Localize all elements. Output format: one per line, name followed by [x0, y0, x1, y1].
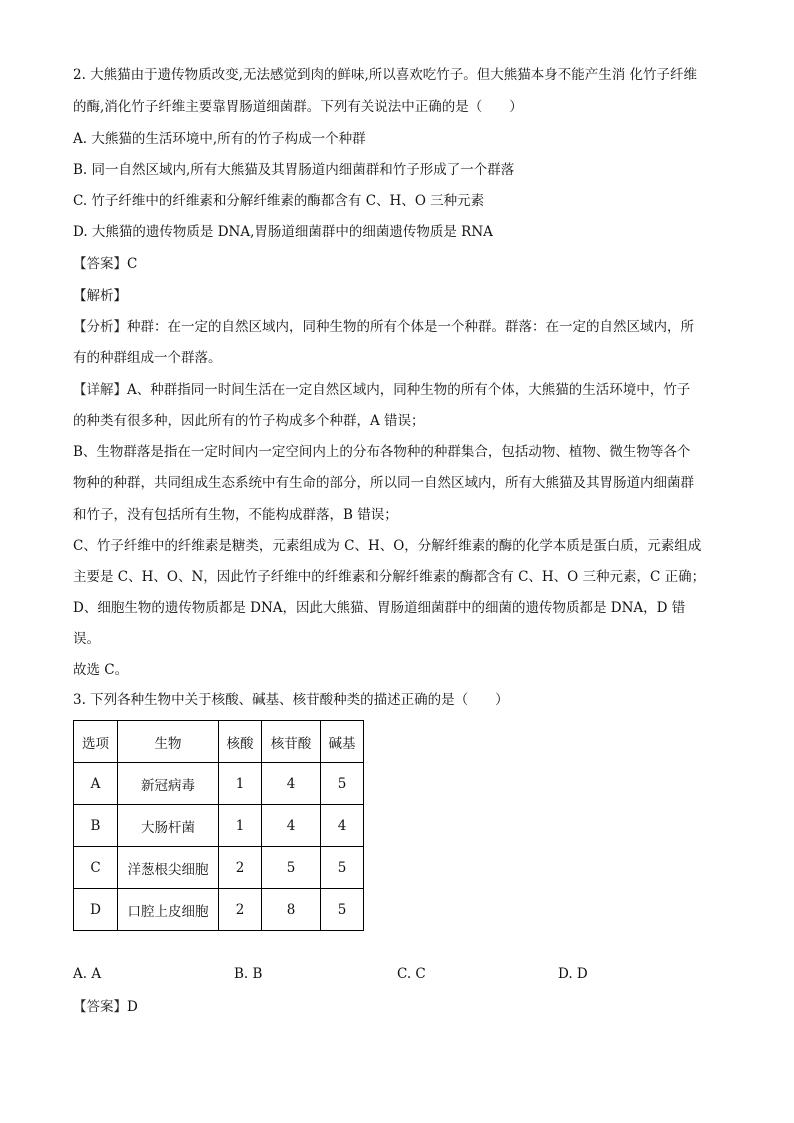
q2-stem-line-1: 2. 大熊猫由于遗传物质改变,无法感觉到肉的鲜味,所以喜欢吃竹子。但大熊猫本身不能产生消 化竹子纤维 [73, 67, 698, 83]
q2-xiangjie-line-4: 物种的种群，共同组成生态系统中有生命的部分，所以同一自然区域内，所有大熊猫及其胃肠道内细菌群 [73, 475, 694, 491]
q2-fenxi-line-2: 有的种群组成一个群落。 [73, 350, 222, 366]
header-cell-base: 碱基 [321, 721, 364, 763]
q3-table [73, 720, 364, 931]
q2-xiangjie-line-2: 的种类有很多种，因此所有的竹子构成多个种群，A 错误； [73, 413, 425, 429]
fenxi-tag: 【分析】 [73, 319, 127, 335]
xiangjie-text: A、种群指同一时间生活在一定自然区域内，同种生物的所有个体，大熊猫的生活环境中，竹子 [127, 382, 691, 398]
q2-option-a: A. 大熊猫的生活环境中,所有的竹子构成一个种群 [73, 131, 366, 147]
q2-xiangjie-line-8: D、细胞生物的遗传物质都是 DNA，因此大熊猫、胃肠道细菌群中的细菌的遗传物质都是 DNA，D 错 [73, 600, 686, 616]
q3-options [0, 966, 794, 986]
q3-option-a: A. A [73, 966, 102, 982]
table-header-row [74, 721, 364, 763]
q2-xiangjie-line-5: 和竹子，没有包括所有生物，不能构成群落，B 错误； [73, 507, 398, 523]
header-cell-nucleotide: 核苷酸 [262, 721, 321, 763]
q2-analysis-tag: 【解析】 [73, 288, 127, 304]
table-cell: 8 [262, 889, 321, 931]
fenxi-text: 种群：在一定的自然区域内，同种生物的所有个体是一个种群。群落：在一定的自然区域内，所 [127, 319, 694, 335]
q2-xiangjie-line-1 [73, 380, 690, 400]
table-cell: 1 [219, 763, 262, 805]
table-cell: 4 [321, 805, 364, 847]
table-cell: 口腔上皮细胞 [118, 889, 219, 931]
table-cell: 新冠病毒 [118, 763, 219, 805]
q2-fenxi-line-1 [73, 317, 694, 337]
table-cell: 5 [321, 847, 364, 889]
table-cell: 2 [219, 889, 262, 931]
table-row [74, 763, 364, 805]
answer-value: D [127, 999, 138, 1015]
answer-tag: 【答案】 [73, 256, 127, 272]
q2-xiangjie-line-3: B、生物群落是指在一定时间内一定空间内上的分布各物种的种群集合，包括动物、植物、微生物等各个 [73, 444, 691, 460]
table-row [74, 847, 364, 889]
q3-option-b: B. B [234, 966, 263, 982]
header-cell-option: 选项 [74, 721, 118, 763]
table-cell: 1 [219, 805, 262, 847]
table-cell: 洋葱根尖细胞 [118, 847, 219, 889]
table-cell: A [74, 763, 118, 805]
q2-xiangjie-line-9: 误。 [73, 631, 100, 647]
xiangjie-tag: 【详解】 [73, 382, 127, 398]
q3-option-c: C. C [397, 966, 426, 982]
table-cell: 大肠杆菌 [118, 805, 219, 847]
q3-answer [73, 997, 138, 1017]
q2-xiangjie-line-6: C、竹子纤维中的纤维素是糖类，元素组成为 C、H、O，分解纤维素的酶的化学本质是蛋白质，元素组成 [73, 538, 702, 554]
header-cell-nucleic-acid: 核酸 [219, 721, 262, 763]
table-cell: 4 [262, 805, 321, 847]
q2-option-b: B. 同一自然区域内,所有大熊猫及其胃肠道内细菌群和竹子形成了一个群落 [73, 162, 515, 178]
table-cell: 2 [219, 847, 262, 889]
q2-option-c: C. 竹子纤维中的纤维素和分解纤维素的酶都含有 C、H、O 三种元素 [73, 193, 485, 209]
table-cell: 5 [321, 889, 364, 931]
q2-conclusion: 故选 C。 [73, 662, 129, 678]
q2-xiangjie-line-7: 主要是 C、H、O、N，因此竹子纤维中的纤维素和分解纤维素的酶都含有 C、H、O 三种元素，C 正确； [73, 569, 706, 585]
q2-option-d: D. 大熊猫的遗传物质是 DNA,胃肠道细菌群中的细菌遗传物质是 RNA [73, 224, 493, 240]
q2-answer [73, 254, 137, 274]
answer-tag: 【答案】 [73, 999, 127, 1015]
table-cell: D [74, 889, 118, 931]
answer-value: C [127, 256, 138, 272]
q3-option-d: D. D [558, 966, 588, 982]
table-row [74, 805, 364, 847]
table-cell: 5 [321, 763, 364, 805]
q2-stem-line-2: 的酶,消化竹子纤维主要靠胃肠道细菌群。下列有关说法中正确的是（ ） [73, 99, 523, 115]
header-cell-organism: 生物 [118, 721, 219, 763]
table-cell: C [74, 847, 118, 889]
table-cell: 5 [262, 847, 321, 889]
table-row [74, 889, 364, 931]
q3-stem: 3. 下列各种生物中关于核酸、碱基、核苷酸种类的描述正确的是（ ） [73, 692, 509, 708]
table-cell: B [74, 805, 118, 847]
table-cell: 4 [262, 763, 321, 805]
